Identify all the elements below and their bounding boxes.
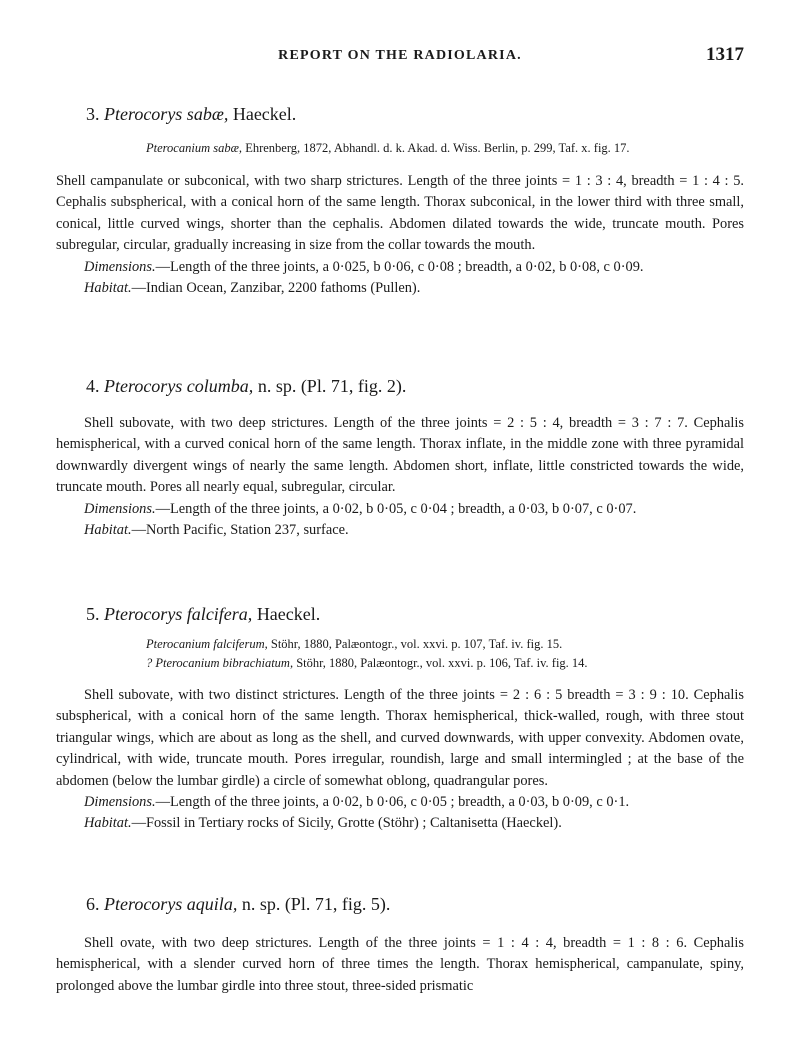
- habitat-label: Habitat.: [84, 522, 132, 539]
- species-author: n. sp. (Pl. 71, fig. 2).: [257, 376, 407, 396]
- species-name: Pterocorys falcifera,: [104, 604, 253, 624]
- synonym-citation: Stöhr, 1880, Palæontogr., vol. xxvi. p. 106, Taf. iv. fig. 14.: [296, 656, 588, 670]
- synonym-citation: Ehrenberg, 1872, Abhandl. d. k. Akad. d. Wiss. Berlin, p. 299, Taf. x. fig. 17.: [245, 141, 630, 155]
- dimensions-text: —Length of the three joints, a 0·025, b 0·06, c 0·08 ; breadth, a 0·02, b 0·08, c 0·09.: [155, 258, 644, 275]
- species-description: Shell campanulate or subconical, with two sharp strictures. Length of the three joints = 1 : 3 : 4, breadth = 1 : 4 : 5. Cephalis subspherical, with a conical horn of the same length. Thorax subconical, in the lower third with three small, conical, little curved wings, shorter than the cephalis. Abdomen dilated towards the wide, truncate mouth. Pores subregular, circular, gradually increasing in size from the collar towards the mouth.: [56, 173, 744, 254]
- dimensions-line: [56, 792, 744, 813]
- dimensions-label: Dimensions.: [84, 258, 156, 275]
- species-author: n. sp. (Pl. 71, fig. 5).: [241, 894, 391, 914]
- species-entry-6: [56, 894, 744, 997]
- species-entry-4: [56, 376, 744, 541]
- running-header: [0, 44, 800, 72]
- habitat-line: [56, 813, 744, 834]
- synonym-name: ? Pterocanium bibrachiatum,: [146, 656, 294, 670]
- dimensions-text: —Length of the three joints, a 0·02, b 0·06, c 0·05 ; breadth, a 0·03, b 0·09, c 0·1.: [155, 794, 630, 811]
- synonym-reference: [146, 635, 744, 654]
- synonym-name: Pterocanium sabæ,: [146, 141, 243, 155]
- species-heading: [56, 104, 744, 125]
- species-author: Haeckel.: [232, 104, 297, 124]
- species-number: 5.: [86, 604, 100, 624]
- species-heading: [56, 894, 744, 915]
- synonymy-list: [56, 139, 744, 158]
- synonym-reference: [146, 654, 744, 673]
- habitat-text: —Fossil in Tertiary rocks of Sicily, Grotte (Stöhr) ; Caltanisetta (Haeckel).: [131, 815, 562, 832]
- species-number: 6.: [86, 894, 100, 914]
- species-name: Pterocorys aquila,: [104, 894, 238, 914]
- dimensions-text: —Length of the three joints, a 0·02, b 0·05, c 0·04 ; breadth, a 0·03, b 0·07, c 0·07.: [155, 500, 637, 517]
- species-heading: [56, 376, 744, 397]
- species-name: Pterocorys columba,: [104, 376, 254, 396]
- running-title: REPORT ON THE RADIOLARIA.: [278, 48, 522, 63]
- page-number: 1317: [706, 44, 744, 65]
- species-number: 4.: [86, 376, 100, 396]
- synonym-reference: [146, 139, 744, 158]
- synonym-name: Pterocanium falciferum,: [146, 637, 268, 651]
- species-entry-5: [56, 604, 744, 835]
- habitat-line: [56, 520, 744, 541]
- habitat-line: [56, 278, 744, 299]
- habitat-text: —Indian Ocean, Zanzibar, 2200 fathoms (Pullen).: [131, 280, 421, 297]
- species-description: Shell subovate, with two distinct strictures. Length of the three joints = 2 : 6 : 5 breadth = 3 : 9 : 10. Cephalis subspherical, with a conical horn of the same length. Thorax hemispherical, thick-walled, rough, with three stout triangular wings, which are about as long as the shell, and curved downwards, with upper convexity. Abdomen ovate, cylindrical, with wide, truncate mouth. Pores irregular, roundish, large and small intermingled ; at the base of the abdomen (below the lumbar girdle) a circle of somewhat oblong, quadrangular pores.: [56, 687, 744, 789]
- species-number: 3.: [86, 104, 100, 124]
- synonymy-list: [56, 635, 744, 673]
- habitat-label: Habitat.: [84, 280, 132, 297]
- species-heading: [56, 604, 744, 625]
- species-description: Shell ovate, with two deep strictures. Length of the three joints = 1 : 4 : 4, breadth = 1 : 8 : 6. Cephalis hemispherical, with a slender curved horn of three times the length. Thorax hemispherical, campanulate, spiny, prolonged above the lumbar girdle into three stout, three-sided prismatic: [56, 935, 744, 994]
- synonym-citation: Stöhr, 1880, Palæontogr., vol. xxvi. p. 107, Taf. iv. fig. 15.: [270, 637, 563, 651]
- dimensions-line: [56, 257, 744, 278]
- habitat-label: Habitat.: [84, 815, 132, 832]
- habitat-text: —North Pacific, Station 237, surface.: [131, 522, 349, 539]
- dimensions-label: Dimensions.: [84, 500, 156, 517]
- species-name: Pterocorys sabæ,: [104, 104, 229, 124]
- species-entry-3: [56, 104, 744, 299]
- dimensions-line: [56, 499, 744, 520]
- species-author: Haeckel.: [256, 604, 321, 624]
- dimensions-label: Dimensions.: [84, 794, 156, 811]
- species-description: Shell subovate, with two deep strictures. Length of the three joints = 2 : 5 : 4, breadth = 3 : 7 : 7. Cephalis hemispherical, with a curved conical horn of the same length. Thorax inflate, in the middle zone with three pyramidal downwardly divergent wings of nearly the same length. Abdomen short, inflate, little constricted towards the wide, truncate mouth. Pores all nearly equal, subregular, circular.: [56, 415, 744, 496]
